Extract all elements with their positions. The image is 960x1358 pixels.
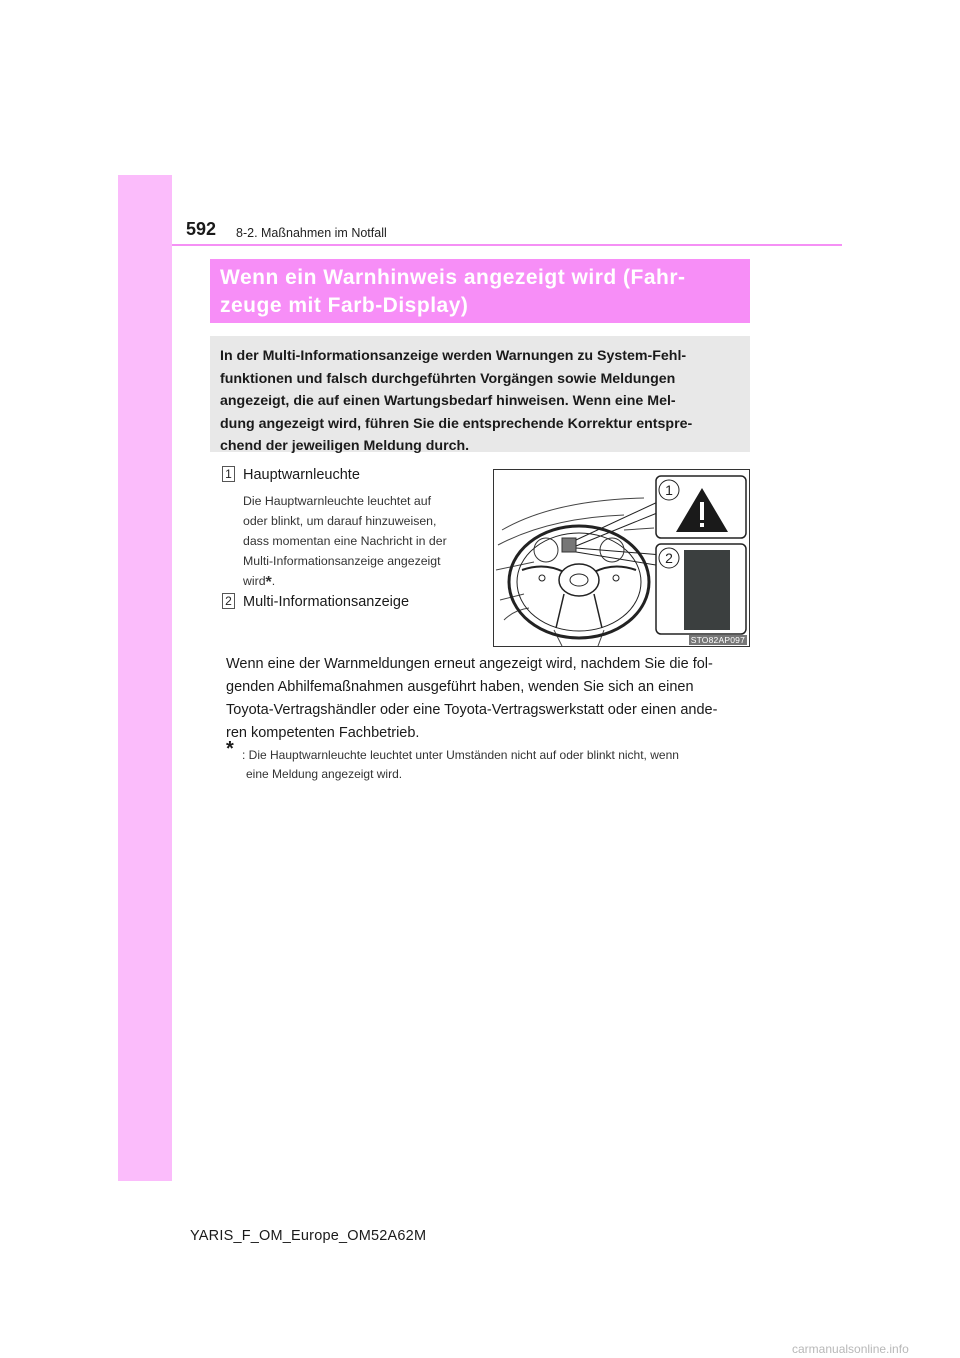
item-2-title: Multi-Informationsanzeige — [243, 594, 410, 610]
section-title-line-1: Wenn ein Warnhinweis angezeigt wird (Fahr- — [220, 266, 686, 289]
body-line-2: genden Abhilfemaßnahmen ausgeführt haben, wenden Sie sich an einen — [226, 679, 694, 695]
display-panel-icon — [684, 550, 730, 630]
item-1-number-badge: 1 — [222, 466, 235, 482]
item-1-desc-end: . — [271, 574, 276, 588]
intro-line-4: dung angezeigt wird, führen Sie die entsprechende Korrektur entspre- — [220, 415, 693, 432]
intro-line-5: chend der jeweiligen Meldung durch. — [220, 438, 470, 455]
body-line-4: ren kompetenten Fachbetrieb. — [226, 725, 420, 741]
side-color-bar — [118, 175, 172, 1181]
footnote-line-1: : Die Hauptwarnleuchte leuchtet unter Umständen nicht auf oder blinkt nicht, wenn — [242, 748, 679, 762]
item-2-number-badge: 2 — [222, 593, 235, 609]
body-line-1: Wenn eine der Warnmeldungen erneut angezeigt wird, nachdem Sie die fol- — [226, 656, 713, 672]
body-paragraph — [226, 653, 744, 745]
steering-wheel-icon — [509, 526, 649, 638]
item-1-desc-line-3: dass momentan eine Nachricht in der — [243, 534, 447, 548]
intro-line-1: In der Multi-Informationsanzeige werden Warnungen zu System-Fehl- — [220, 348, 687, 364]
display-highlight — [562, 538, 576, 552]
item-1-desc-line-2: oder blinkt, um darauf hinzuweisen, — [243, 514, 437, 528]
item-1-desc-last-word: wird — [243, 574, 266, 588]
body-line-3: Toyota-Vertragshändler oder eine Toyota-Vertragswerkstatt oder einen ande- — [226, 702, 718, 718]
footnote-mark: * — [226, 738, 234, 760]
item-1-title: Hauptwarnleuchte — [243, 467, 360, 483]
footnote-line-2: eine Meldung angezeigt wird. — [246, 767, 403, 781]
item-1-description — [243, 491, 481, 591]
item-1-desc-line-1: Die Hauptwarnleuchte leuchtet auf — [243, 494, 431, 508]
footnote-reference-mark: * — [265, 574, 272, 591]
item-1-desc-line-4: Multi-Informationsanzeige angezeigt — [243, 554, 441, 568]
section-title-box — [210, 259, 750, 323]
watermark: carmanualsonline.info — [792, 1342, 909, 1356]
item-1-desc-line-5 — [243, 571, 481, 591]
figure-code: STO82AP097 — [690, 635, 745, 645]
callout-1-label: 1 — [665, 482, 673, 498]
page-number: 592 — [186, 219, 217, 239]
dashboard-illustration — [493, 469, 750, 647]
section-title-line-2: zeuge mit Farb-Display) — [220, 294, 469, 317]
section-label: 8-2. Maßnahmen im Notfall — [236, 226, 387, 240]
footnote — [242, 746, 744, 784]
callout-2-label: 2 — [665, 550, 673, 566]
header-rule — [172, 244, 842, 246]
intro-box — [210, 336, 750, 455]
intro-line-3: angezeigt, die auf einen Wartungsbedarf hinweisen. Wenn eine Mel- — [220, 393, 676, 410]
dashboard-drawing — [494, 470, 750, 647]
intro-line-2: funktionen und falsch durchgeführten Vorgängen sowie Meldungen — [220, 370, 676, 387]
document-id: YARIS_F_OM_Europe_OM52A62M — [190, 1228, 427, 1244]
